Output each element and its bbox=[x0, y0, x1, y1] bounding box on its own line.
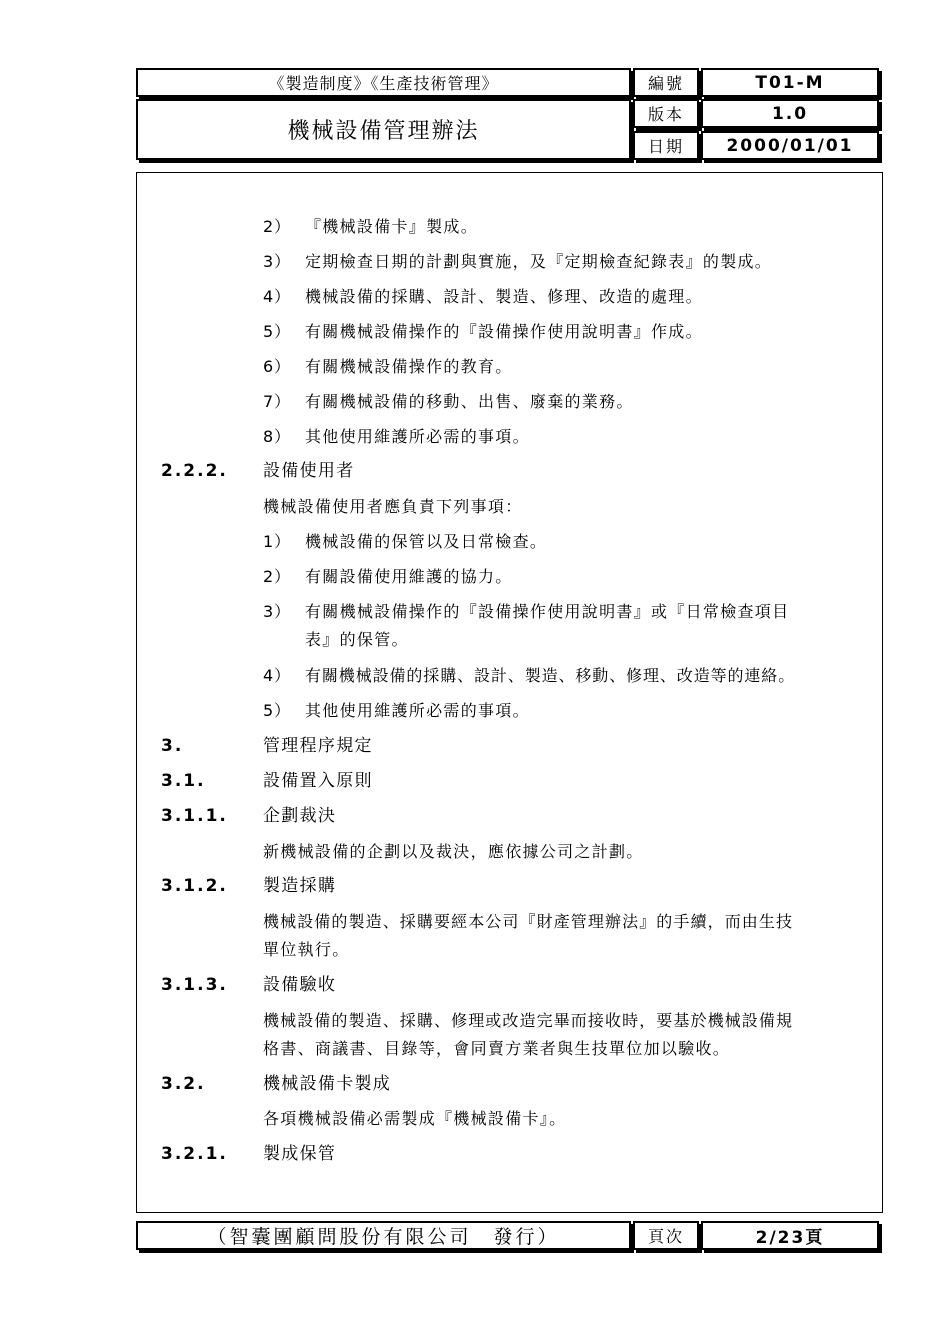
paragraph-text: 各項機械設備必需製成『機械設備卡』。 bbox=[263, 1109, 567, 1128]
paragraph-text: 新機械設備的企劃以及裁決，應依據公司之計劃。 bbox=[263, 842, 644, 861]
section-number: 3.1.2. bbox=[161, 876, 228, 896]
list-item-text: 有關機械設備操作的教育。 bbox=[305, 357, 513, 376]
paragraph-text: 機械設備使用者應負責下列事項： bbox=[263, 497, 523, 516]
page-number: 2/23頁 bbox=[755, 1228, 825, 1248]
number-label: 編號 bbox=[647, 74, 684, 93]
publisher-cell bbox=[136, 1221, 631, 1250]
list-item-number: 2） bbox=[263, 217, 292, 236]
list-item-text-continued: 表』的保管。 bbox=[305, 630, 409, 649]
section-heading: 製成保管 bbox=[263, 1144, 337, 1164]
date-label: 日期 bbox=[647, 137, 684, 156]
list-item-number: 6） bbox=[263, 357, 292, 376]
list-item-text: 有關機械設備操作的『設備操作使用說明書』或『日常檢查項目 bbox=[305, 602, 790, 621]
number-label-cell bbox=[633, 68, 699, 97]
version-label: 版本 bbox=[647, 105, 684, 124]
page-label: 頁次 bbox=[647, 1227, 684, 1246]
section-number: 3.1.1. bbox=[161, 806, 228, 826]
section-heading: 設備驗收 bbox=[263, 975, 337, 995]
doc-series-title bbox=[136, 68, 631, 97]
version-value: 1.0 bbox=[771, 103, 809, 124]
paragraph-text: 機械設備的製造、採購、修理或改造完畢而接收時，要基於機械設備規 bbox=[263, 1011, 794, 1030]
list-item-number: 2） bbox=[263, 567, 292, 586]
section-number: 3.2. bbox=[161, 1074, 206, 1094]
section-heading: 企劃裁決 bbox=[263, 806, 337, 826]
doc-title-cell bbox=[136, 99, 631, 160]
paragraph-text-continued: 單位執行。 bbox=[263, 940, 350, 959]
section-heading: 製造採購 bbox=[263, 876, 337, 896]
version-label-cell bbox=[633, 99, 699, 128]
date-value-cell bbox=[701, 131, 879, 160]
publisher-text: （智囊團顧問股份有限公司 發行） bbox=[207, 1226, 560, 1248]
version-value-cell bbox=[701, 99, 879, 128]
date-value: 2000/01/01 bbox=[726, 135, 854, 156]
section-number: 3. bbox=[161, 736, 184, 756]
page-value-cell bbox=[701, 1221, 879, 1250]
list-item-number: 4） bbox=[263, 287, 292, 306]
doc-title: 機械設備管理辦法 bbox=[287, 119, 480, 144]
list-item-number: 3） bbox=[263, 602, 292, 621]
number-value-cell bbox=[701, 68, 879, 97]
doc-series-text: 《製造制度》《生產技術管理》 bbox=[268, 74, 499, 93]
section-heading: 管理程序規定 bbox=[263, 736, 373, 756]
list-item-text: 有關機械設備的採購、設計、製造、移動、修理、改造等的連絡。 bbox=[305, 666, 796, 685]
paragraph-text: 機械設備的製造、採購要經本公司『財產管理辦法』的手續，而由生技 bbox=[263, 912, 794, 931]
list-item-number: 3） bbox=[263, 252, 292, 271]
list-item-number: 1） bbox=[263, 532, 292, 551]
section-number: 3.1.3. bbox=[161, 975, 228, 995]
list-item-text: 有關機械設備操作的『設備操作使用說明書』作成。 bbox=[305, 322, 703, 341]
list-item-text: 定期檢查日期的計劃與實施，及『定期檢查紀錄表』的製成。 bbox=[305, 252, 773, 271]
number-value: T01-M bbox=[755, 72, 825, 93]
list-item-text: 有關機械設備的移動、出售、廢棄的業務。 bbox=[305, 392, 634, 411]
section-heading: 機械設備卡製成 bbox=[263, 1074, 392, 1094]
list-item-text: 『機械設備卡』製成。 bbox=[305, 217, 479, 236]
section-number: 3.1. bbox=[161, 771, 206, 791]
list-item-text: 機械設備的保管以及日常檢查。 bbox=[305, 532, 548, 551]
list-item-text: 其他使用維護所必需的事項。 bbox=[305, 701, 530, 720]
list-item-number: 8） bbox=[263, 427, 292, 446]
list-item-number: 4） bbox=[263, 666, 292, 685]
section-number: 2.2.2. bbox=[161, 461, 228, 481]
page-label-cell bbox=[633, 1221, 699, 1250]
list-item-number: 7） bbox=[263, 392, 292, 411]
list-item-text: 機械設備的採購、設計、製造、修理、改造的處理。 bbox=[305, 287, 703, 306]
section-number: 3.2.1. bbox=[161, 1144, 228, 1164]
paragraph-text-continued: 格書、商議書、目錄等，會同賣方業者與生技單位加以驗收。 bbox=[263, 1039, 731, 1058]
date-label-cell bbox=[633, 131, 699, 160]
section-heading: 設備使用者 bbox=[263, 461, 355, 481]
list-item-text: 有關設備使用維護的協力。 bbox=[305, 567, 513, 586]
list-item-number: 5） bbox=[263, 701, 292, 720]
list-item-text: 其他使用維護所必需的事項。 bbox=[305, 427, 530, 446]
list-item-number: 5） bbox=[263, 322, 292, 341]
section-heading: 設備置入原則 bbox=[263, 771, 373, 791]
